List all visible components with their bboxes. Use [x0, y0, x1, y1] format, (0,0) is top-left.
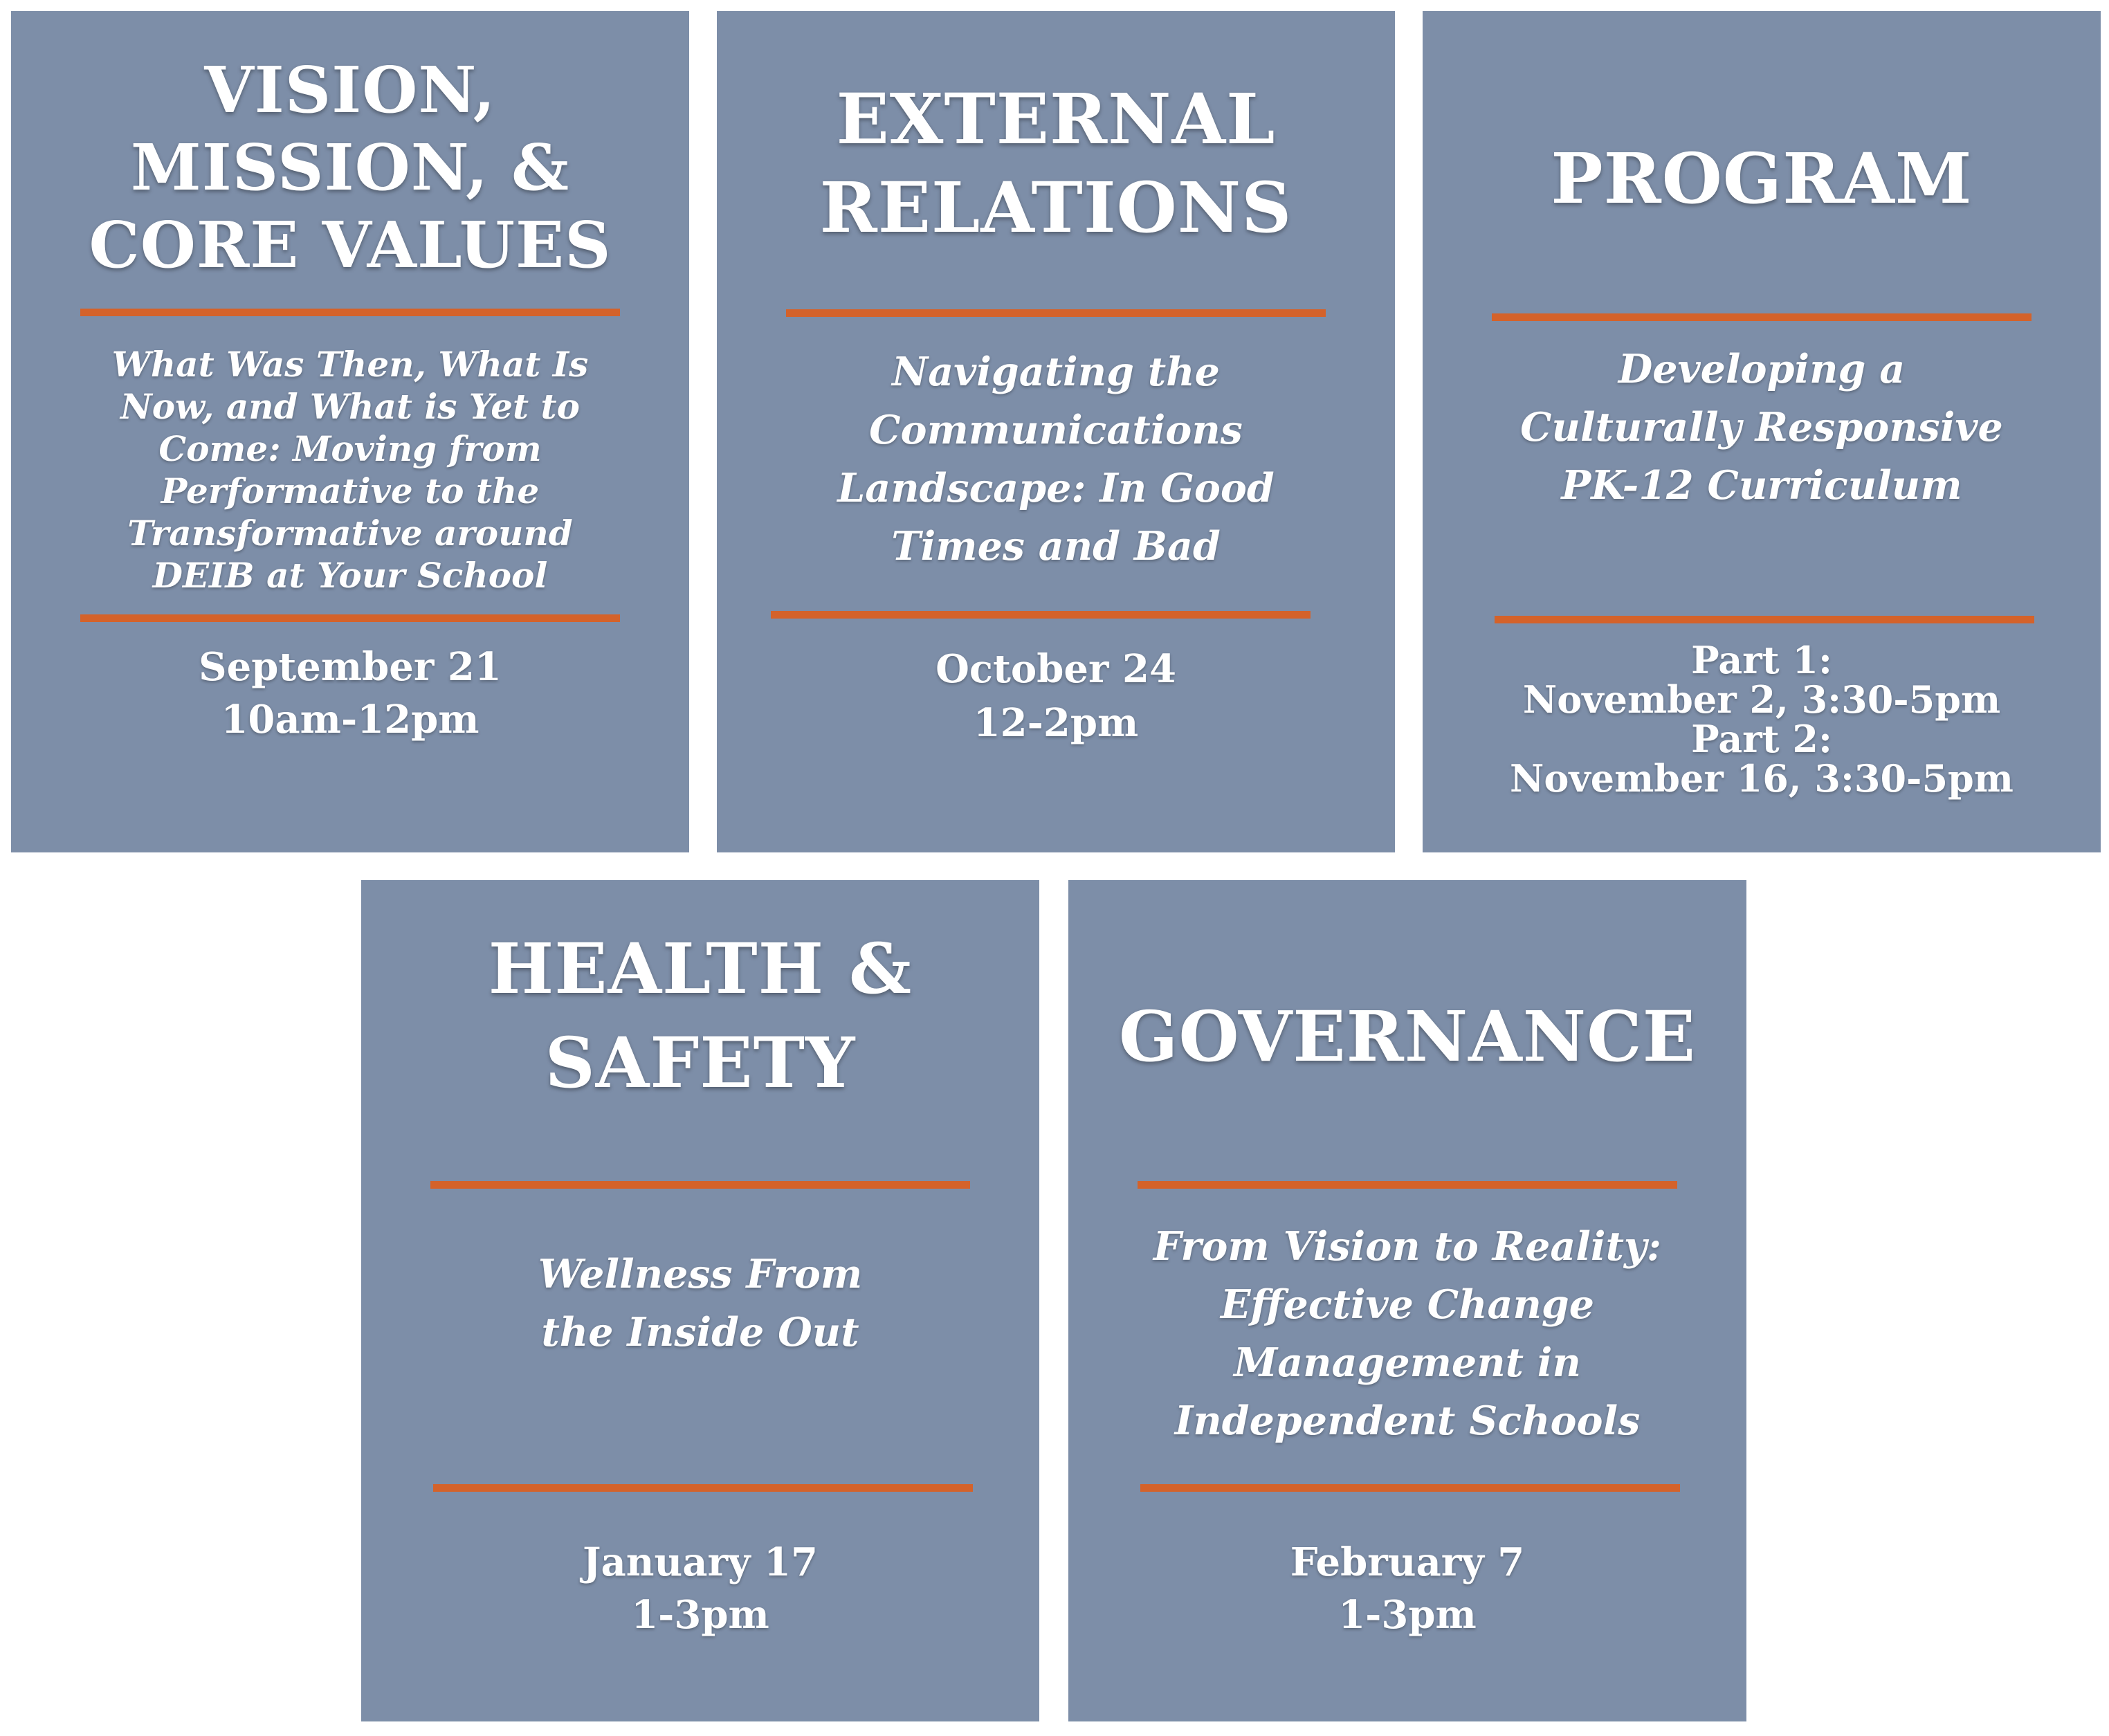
divider-bottom: [80, 614, 620, 622]
divider-top: [1492, 313, 2032, 321]
session-subtitle: Developing a Culturally Responsive PK-12 Curriculum: [1520, 346, 2003, 509]
divider-top: [1138, 1181, 1677, 1189]
session-card-program: [1423, 11, 2101, 852]
session-subtitle: What Was Then, What Is Now, and What is Yet to Come: Moving from Performative to the Transformative around DEIB at Your School: [111, 344, 589, 596]
session-card-vision-mission: [11, 11, 689, 852]
session-subtitle: Navigating the Communications Landscape: In Good Times and Bad: [837, 349, 1275, 569]
divider-bottom: [1495, 616, 2034, 623]
divider-bottom: [433, 1484, 973, 1492]
session-card-external-relations: [717, 11, 1395, 852]
session-title: EXTERNAL RELATIONS: [819, 78, 1293, 248]
session-card-health-safety: [361, 880, 1039, 1721]
session-card-governance: [1068, 880, 1746, 1721]
session-date: October 24 12-2pm: [935, 646, 1176, 746]
session-title: HEALTH & SAFETY: [488, 928, 913, 1104]
session-subtitle: Wellness From the Inside Out: [538, 1251, 863, 1355]
session-title: PROGRAM: [1551, 138, 1973, 219]
divider-top: [430, 1181, 970, 1189]
session-title: VISION, MISSION, & CORE VALUES: [89, 53, 612, 282]
session-date: September 21 10am-12pm: [199, 644, 502, 742]
session-date: Part 1: November 2, 3:30-5pm Part 2: November 16, 3:30-5pm: [1510, 638, 2014, 801]
divider-top: [80, 309, 620, 316]
session-title: GOVERNANCE: [1119, 996, 1696, 1077]
session-date: February 7 1-3pm: [1290, 1539, 1525, 1638]
divider-bottom: [1140, 1484, 1680, 1492]
session-date: January 17 1-3pm: [583, 1539, 818, 1638]
divider-bottom: [771, 611, 1311, 619]
divider-top: [786, 309, 1326, 317]
session-subtitle: From Vision to Reality: Effective Change Management in Independent Schools: [1153, 1223, 1662, 1444]
